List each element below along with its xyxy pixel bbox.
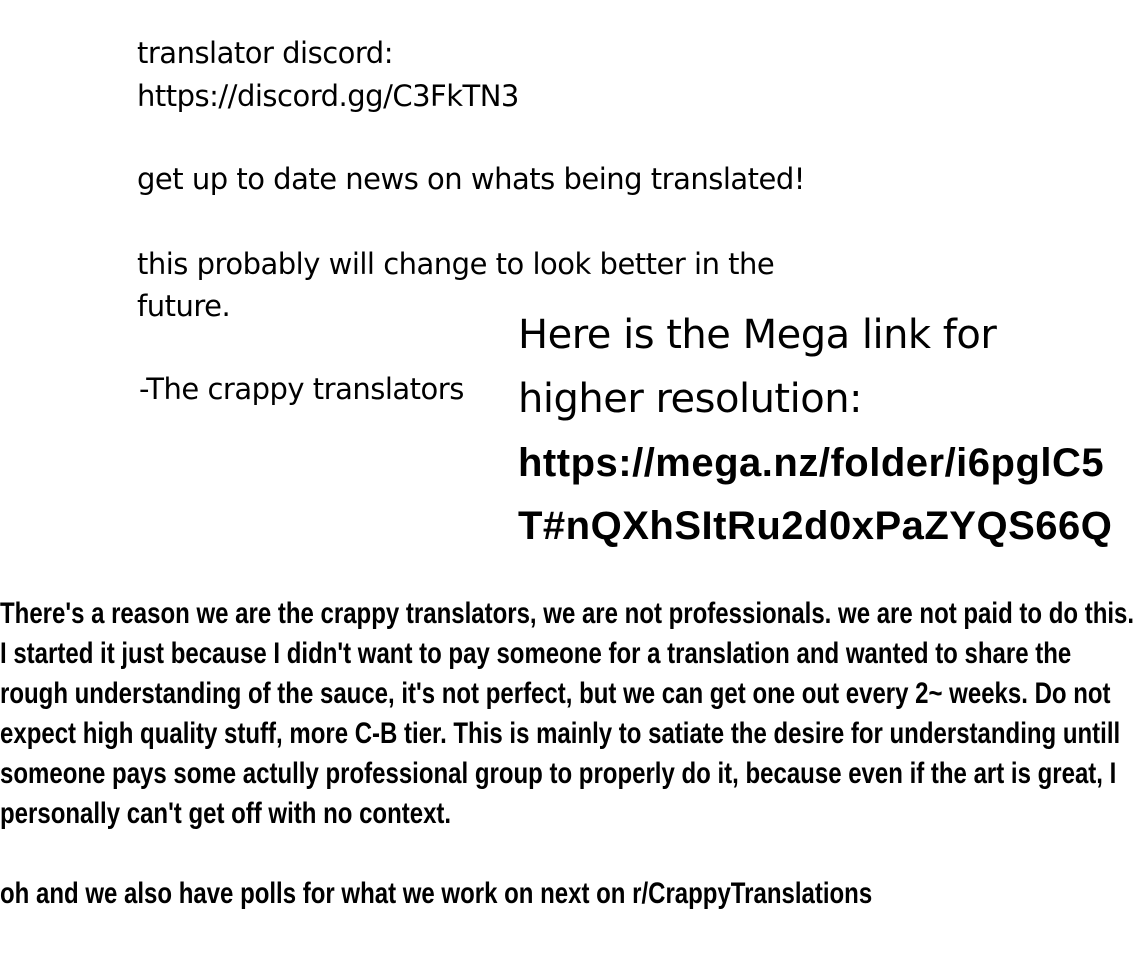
mega-link-heading: Here is the Mega link for higher resolution:: [518, 312, 997, 422]
change-note-line2: future.: [137, 289, 231, 323]
news-note: get up to date news on whats being translated!: [137, 162, 805, 196]
polls-note: oh and we also have polls for what we work on next on r/CrappyTranslations: [0, 877, 873, 910]
change-note-line1: this probably will change to look better in the: [137, 247, 775, 281]
disclaimer-paragraph: There's a reason we are the crappy translators, we are not professionals. we are not paid to do this. I started it just because I didn't want to pay someone for a translation and wanted to share the rough understanding of the sauce, it's not perfect, but we can get one out every 2~ weeks. Do not expect high quality stuff, more C-B tier. This is mainly to satiate the desire for understanding untill someone pays some actully professional group to properly do it, because even if the art is great, I personally can't get off with no context.: [0, 597, 1135, 830]
mega-url-text: [518, 432, 1136, 558]
signature: -The crappy translators: [139, 372, 464, 406]
discord-note-label: translator discord:: [137, 36, 393, 70]
discord-note-block: [137, 32, 757, 118]
discord-url-text: https://discord.gg/C3FkTN3: [137, 79, 519, 113]
disclaimer-block: [0, 594, 1136, 914]
mega-url-line2: T#nQXhSItRu2d0xPaZYQS66Q: [518, 504, 1113, 548]
mega-url-line1: https://mega.nz/folder/i6pglC5: [518, 441, 1105, 485]
